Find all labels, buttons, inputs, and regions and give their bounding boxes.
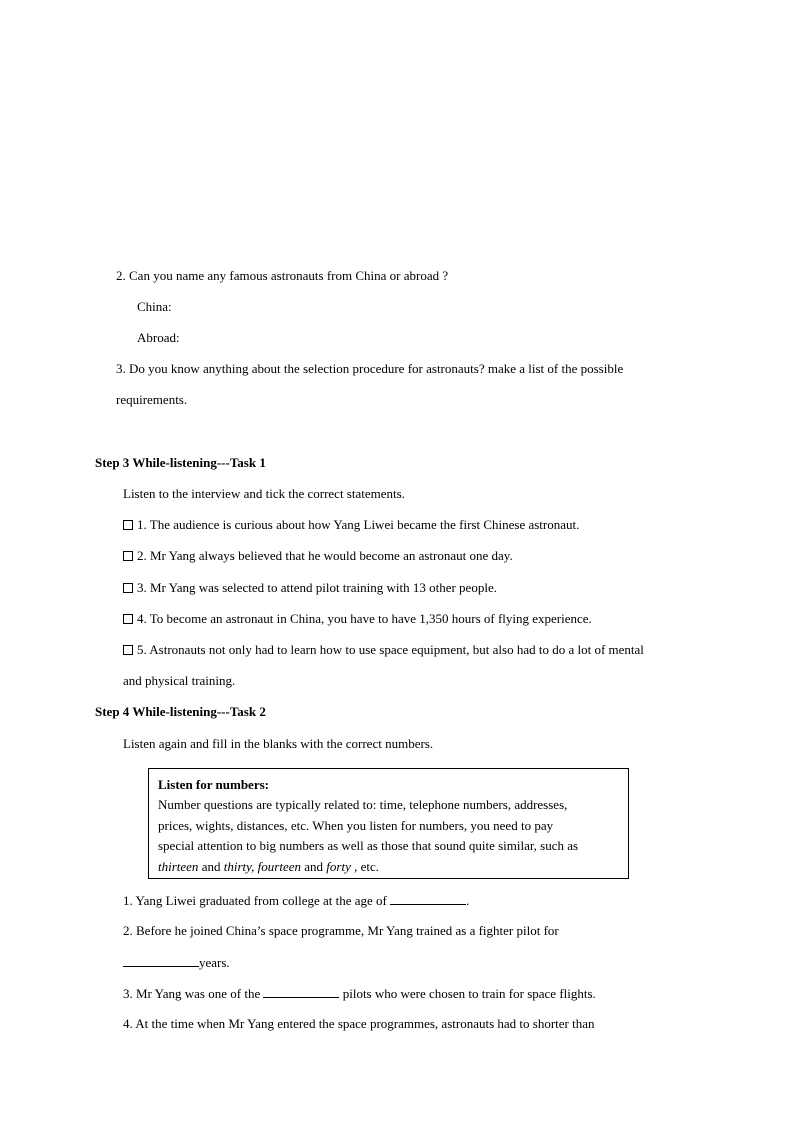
example-word: thirteen xyxy=(158,859,199,874)
tip-box xyxy=(148,768,629,879)
china-label: China: xyxy=(137,299,172,314)
fill-text: . xyxy=(466,893,470,908)
connector-text: and xyxy=(301,859,327,874)
checkbox[interactable] xyxy=(123,551,133,561)
tip-title: Listen for numbers: xyxy=(158,777,269,792)
example-word: fourteen xyxy=(254,859,301,874)
answer-blank[interactable] xyxy=(263,985,339,998)
statement-text: 3. Mr Yang was selected to attend pilot training with 13 other people. xyxy=(137,580,497,595)
answer-blank[interactable] xyxy=(390,892,466,905)
statement-row xyxy=(123,548,513,564)
statement-row xyxy=(123,517,579,533)
statement-text: 4. To become an astronaut in China, you have to have 1,350 hours of flying experience. xyxy=(137,611,592,626)
tip-line: Number questions are typically related to: time, telephone numbers, addresses, xyxy=(158,797,568,812)
abroad-label: Abroad: xyxy=(137,330,180,345)
statement-text: 2. Mr Yang always believed that he would become an astronaut one day. xyxy=(137,548,513,563)
tip-line: prices, wights, distances, etc. When you listen for numbers, you need to pay xyxy=(158,818,554,833)
statement-row xyxy=(123,580,497,596)
example-word: forty xyxy=(326,859,351,874)
checkbox[interactable] xyxy=(123,520,133,530)
answer-blank[interactable] xyxy=(123,954,199,967)
step3-instruction: Listen to the interview and tick the correct statements. xyxy=(123,486,405,501)
statement-text: 5. Astronauts not only had to learn how to use space equipment, but also had to do a lot of mental xyxy=(137,642,644,657)
example-word: thirty, xyxy=(223,859,255,874)
fill-text: 3. Mr Yang was one of the xyxy=(123,986,264,1001)
fill-item-1 xyxy=(123,892,469,909)
fill-text: years. xyxy=(199,955,230,970)
step3-heading: Step 3 While-listening---Task 1 xyxy=(95,455,266,470)
checkbox[interactable] xyxy=(123,645,133,655)
checkbox[interactable] xyxy=(123,614,133,624)
step4-heading: Step 4 While-listening---Task 2 xyxy=(95,704,266,719)
fill-text: pilots who were chosen to train for space flights. xyxy=(339,986,596,1001)
connector-text: , etc. xyxy=(350,859,379,874)
checkbox[interactable] xyxy=(123,583,133,593)
fill-text: 1. Yang Liwei graduated from college at the age of xyxy=(123,893,391,908)
statement-row xyxy=(123,611,592,627)
question-3-cont: requirements. xyxy=(116,392,188,407)
statement-text: 1. The audience is curious about how Yang Liwei became the first Chinese astronaut. xyxy=(137,517,580,532)
tip-line-examples xyxy=(158,859,379,875)
statement-row xyxy=(123,642,644,658)
tip-line: special attention to big numbers as well as those that sound quite similar, such as xyxy=(158,838,579,853)
question-2: 2. Can you name any famous astronauts from China or abroad ? xyxy=(116,268,449,283)
fill-item-4: 4. At the time when Mr Yang entered the space programmes, astronauts had to shorter than xyxy=(123,1016,595,1031)
connector-text: and xyxy=(198,859,224,874)
question-3: 3. Do you know anything about the selection procedure for astronauts? make a list of the possible xyxy=(116,361,624,376)
fill-item-2: 2. Before he joined China’s space programme, Mr Yang trained as a fighter pilot for xyxy=(123,923,559,938)
fill-item-3 xyxy=(123,985,596,1002)
step4-instruction: Listen again and fill in the blanks with the correct numbers. xyxy=(123,736,434,751)
fill-item-2-cont xyxy=(123,954,230,971)
statement-5-cont: and physical training. xyxy=(123,673,236,688)
